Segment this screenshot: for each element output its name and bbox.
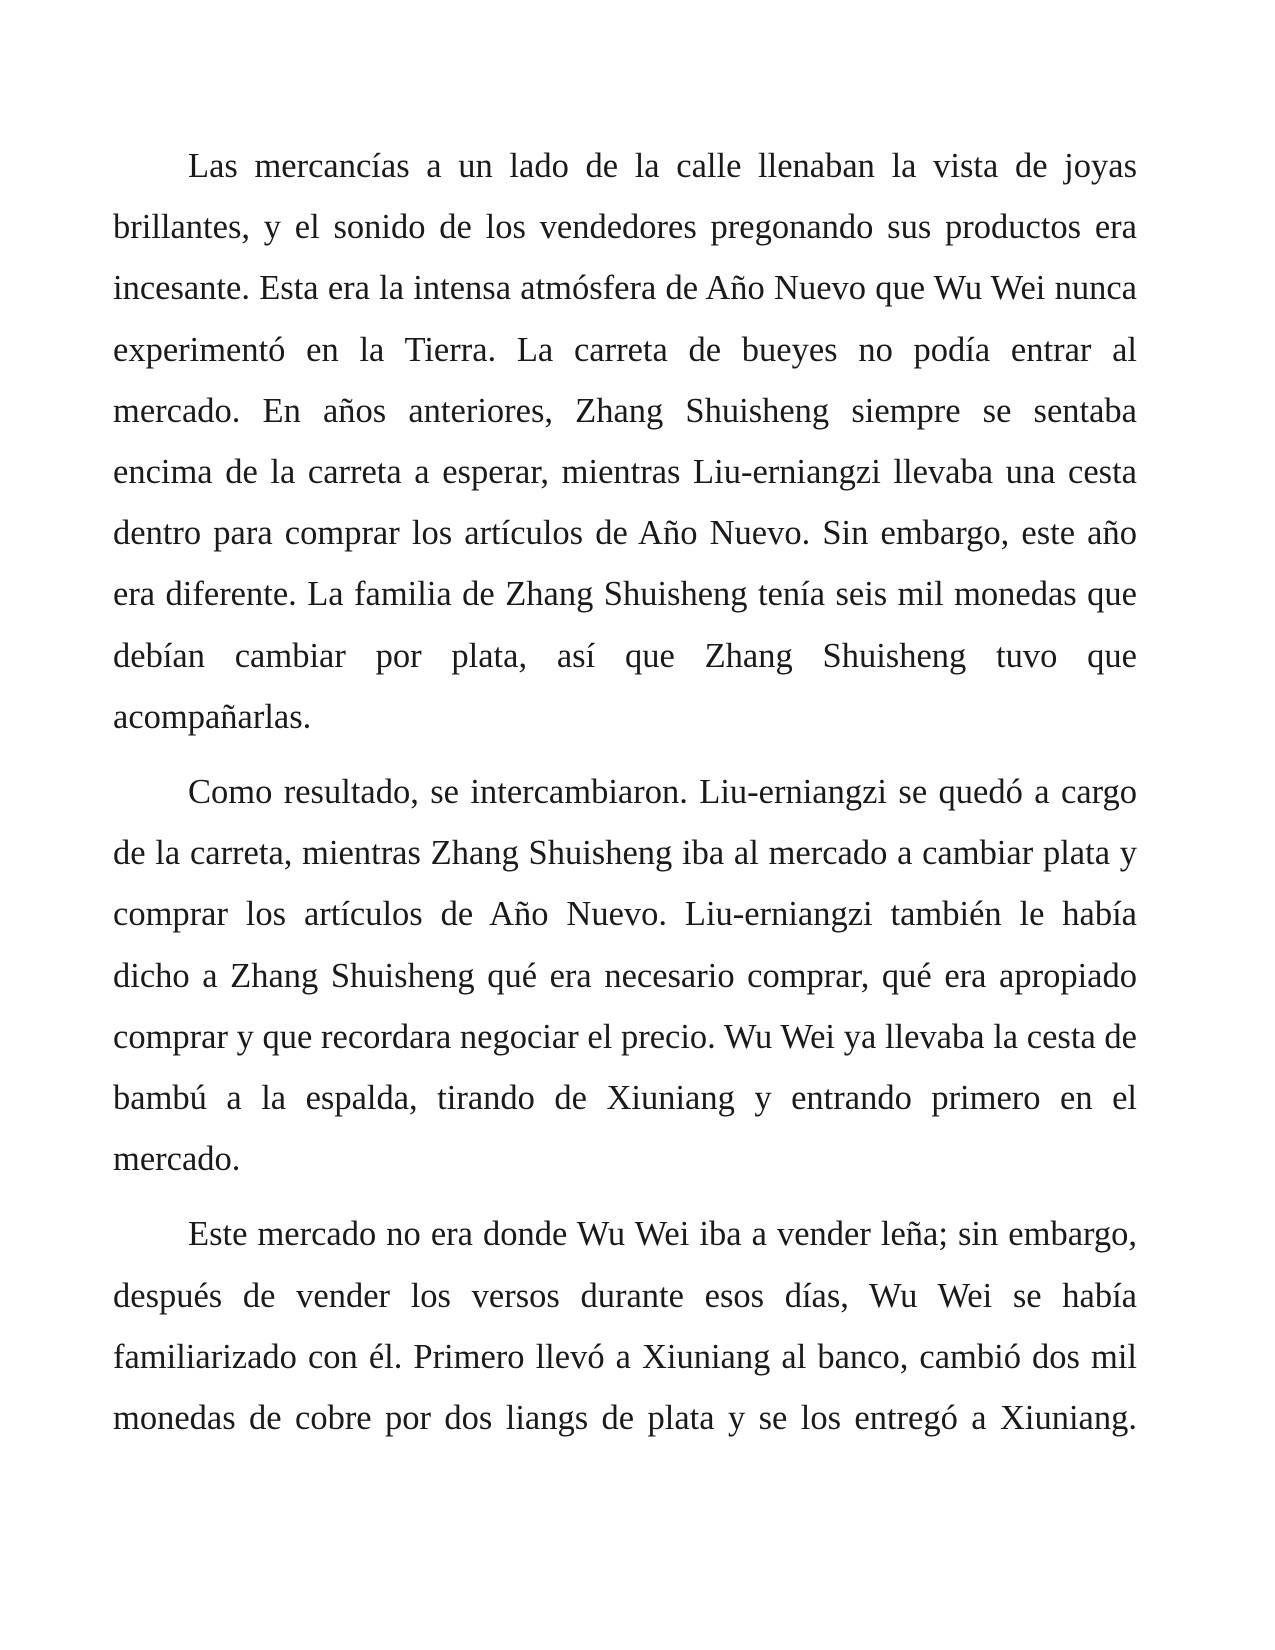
paragraph-3: Este mercado no era donde Wu Wei iba a vender leña; sin embargo, después de vender los versos durante esos días, Wu Wei se había familiarizado con él. Primero llevó a Xiuniang al banco, cambió dos mil monedas de cobre por dos liangs de plata y se los entregó a Xiuniang.: [113, 1215, 1137, 1438]
document-body: [113, 136, 1137, 1463]
paragraph-2: Como resultado, se intercambiaron. Liu-erniangzi se quedó a cargo de la carreta, mientras Zhang Shuisheng iba al mercado a cambiar plata y comprar los artículos de Año Nuevo. Liu-erniangzi también le había dicho a Zhang Shuisheng qué era necesario comprar, qué era apropiado comprar y que recordara negociar el precio. Wu Wei ya llevaba la cesta de bambú a la espalda, tirando de Xiuniang y entrando primero en el mercado.: [113, 773, 1137, 1179]
paragraph-1: Las mercancías a un lado de la calle llenaban la vista de joyas brillantes, y el sonido de los vendedores pregonando sus productos era incesante. Esta era la intensa atmósfera de Año Nuevo que Wu Wei nunca experimentó en la Tierra. La carreta de bueyes no podía entrar al mercado. En años anteriores, Zhang Shuisheng siempre se sentaba encima de la carreta a esperar, mientras Liu-erniangzi llevaba una cesta dentro para comprar los artículos de Año Nuevo. Sin embargo, este año era diferente. La familia de Zhang Shuisheng tenía seis mil monedas que debían cambiar por plata, así que Zhang Shuisheng tuvo que acompañarlas.: [113, 147, 1137, 736]
